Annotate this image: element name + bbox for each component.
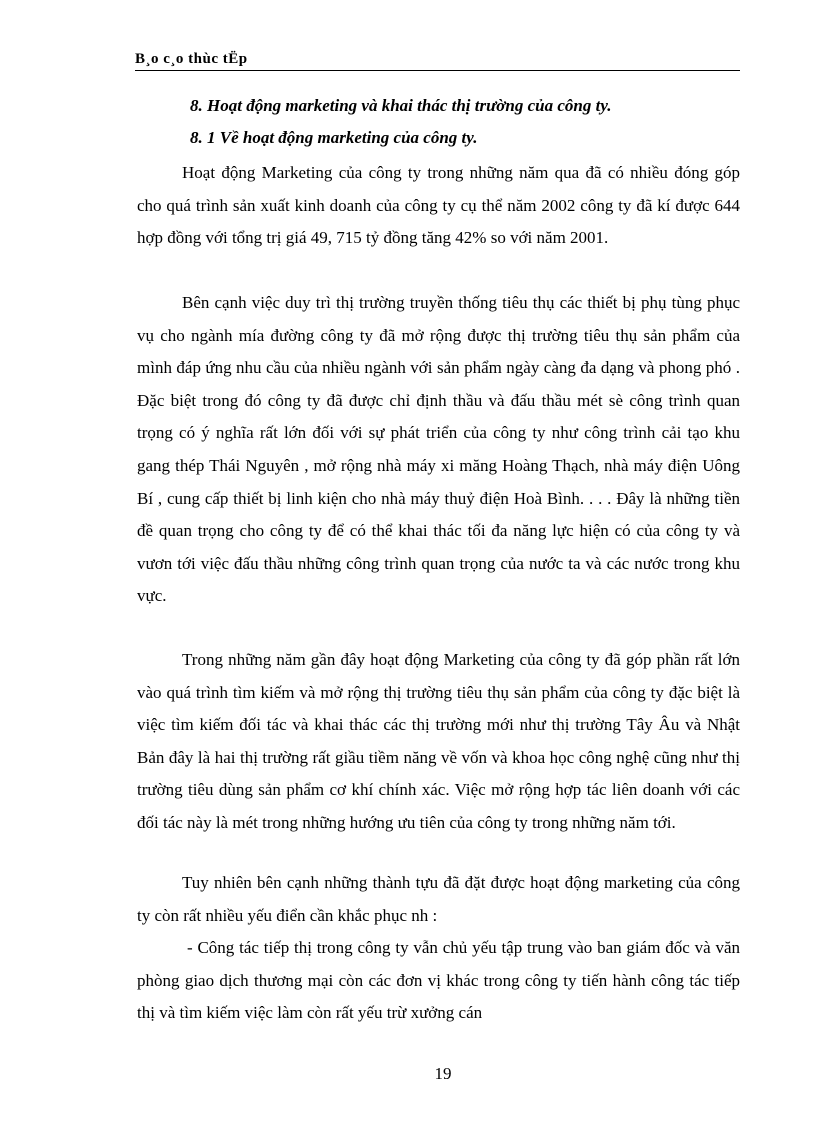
paragraph-1: Hoạt động Marketing của công ty trong những năm qua đã có nhiều đóng góp cho quá trình sản xuất kinh doanh của công ty cụ thể năm 2002 công ty đã kí được 644 hợp đồng với tổng trị giá 49, 715 tỷ đồng tăng 42% so với năm 2001.: [137, 163, 740, 248]
page-header: [135, 50, 740, 71]
page-number: 19: [434, 1064, 452, 1083]
subsection-heading: 8. 1 Về hoạt động marketing của công ty.: [190, 128, 478, 147]
section-heading: 8. Hoạt động marketing và khai thác thị trường của công ty.: [190, 96, 612, 115]
paragraph-5: - Công tác tiếp thị trong công ty vẫn chủ yếu tập trung vào ban giám đốc và văn phòng giao dịch thương mại còn các đơn vị khác trong công ty tiến hành công tác tiếp thị và tìm kiếm việc làm còn rất yếu trừ xưởng cán: [137, 938, 740, 1023]
paragraph-2: Bên cạnh việc duy trì thị trường truyền thống tiêu thụ các thiết bị phụ tùng phục vụ cho ngành mía đường công ty đã mở rộng được thị trường tiêu thụ sản phẩm của mình đáp ứng nhu cầu của nhiều ngành với sản phẩm ngày càng đa dạng và phong phó . Đặc biệt trong đó công ty đã được chỉ định thầu và đấu thầu mét sè công trình quan trọng có ý nghĩa rất lớn đối với sự phát triển của công ty như công trình cải tạo khu gang thép Thái Nguyên , mở rộng nhà máy xi măng Hoàng Thạch, nhà máy điện Uông Bí , cung cấp thiết bị linh kiện cho nhà máy thuỷ điện Hoà Bình. . . . Đây là những tiền đề quan trọng cho công ty để có thể khai thác tối đa năng lực hiện có của công ty và vươn tới việc đấu thầu những công trình quan trọng của nước ta và các nước trong khu vực.: [137, 293, 740, 606]
paragraph-3: Trong những năm gần đây hoạt động Marketing của công ty đã góp phần rất lớn vào quá trình tìm kiếm và mở rộng thị trường tiêu thụ sản phẩm của công ty đặc biệt là việc tìm kiếm đối tác và khai thác các thị trường mới như thị trường Tây Âu và Nhật Bản đây là hai thị trường rất giầu tiềm năng về vốn và khoa học công nghệ cũng như thị trường tiêu dùng sản phẩm cơ khí chính xác. Việc mở rộng hợp tác liên doanh với các đối tác này là mét trong những hướng ưu tiên của công ty trong những năm tới.: [137, 650, 740, 832]
header-text: B¸o c¸o thùc tËp: [135, 51, 248, 67]
paragraph-4: Tuy nhiên bên cạnh những thành tựu đã đặt được hoạt động marketing của công ty còn rất nhiều yếu điển cần khắc phục nh :: [137, 873, 740, 925]
